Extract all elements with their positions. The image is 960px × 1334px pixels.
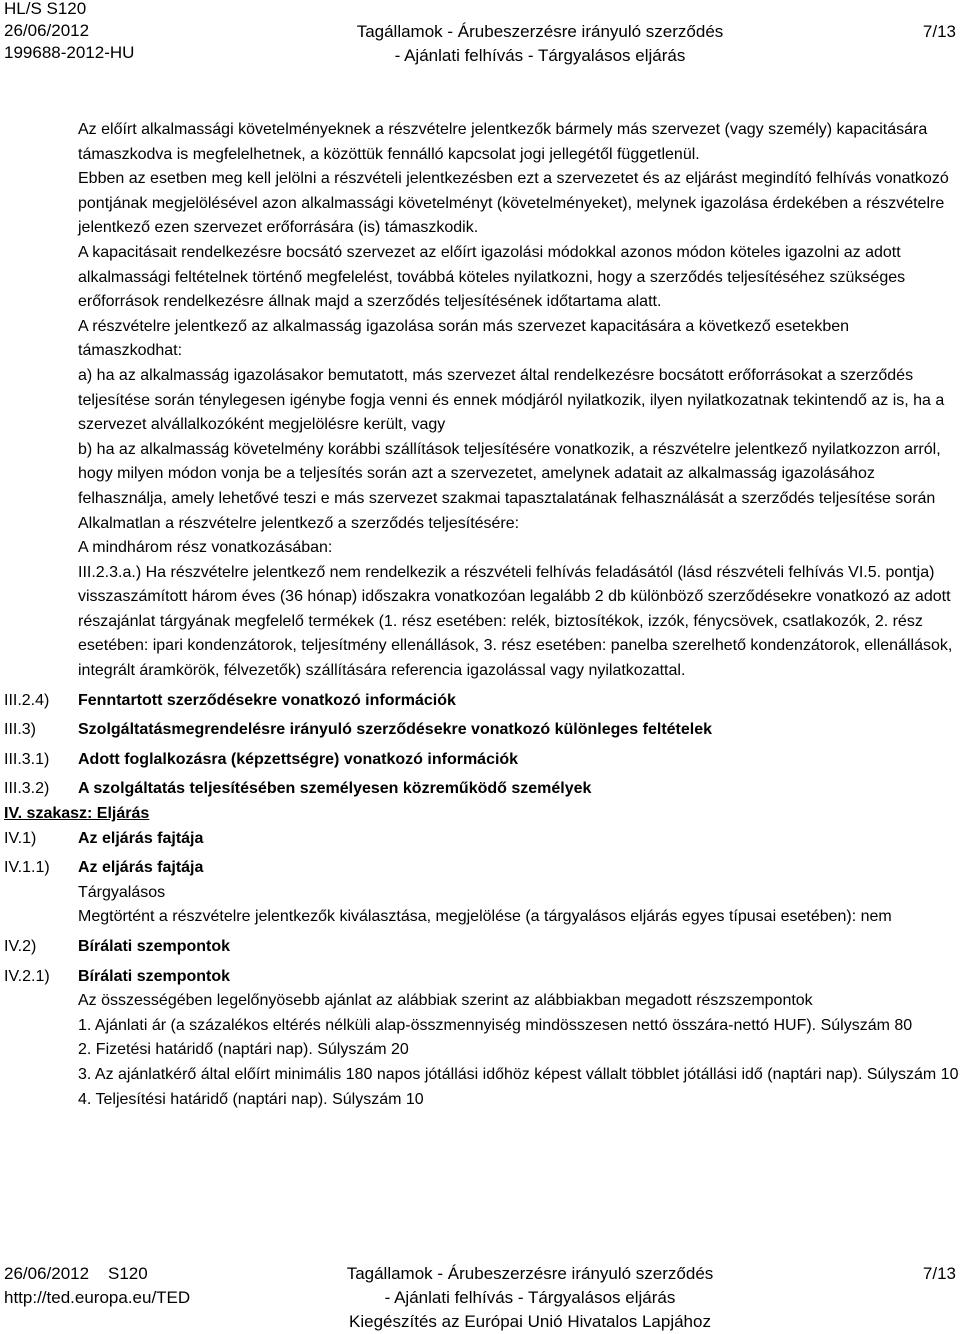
header-date: 26/06/2012: [4, 21, 90, 40]
header-title: [340, 20, 740, 68]
header-title-line1: Tagállamok - Árubeszerzésre irányuló szerződés: [356, 22, 724, 41]
header-page-number: 7/13: [922, 22, 956, 41]
page-header: [0, 0, 960, 68]
section-number: IV.1): [4, 829, 37, 847]
selection-note: Megtörtént a részvételre jelentkezők kiválasztása, megjelölése (a tárgyalásos eljárás egyes típusai esetében): nem: [78, 908, 892, 926]
paragraph: Alkalmatlan a részvételre jelentkező a szerződés teljesítésére:: [78, 514, 520, 532]
criteria-line: 3. Az ajánlatkérő által előírt minimális 180 napos jótállási időhöz képest vállalt többlet jótállási idő (naptári nap). Súlyszám 10: [78, 1065, 959, 1083]
criteria-line: 1. Ajánlati ár (a százalékos eltérés nélküli alap-összmennyiség mindösszesen nettó összára-nettó HUF). Súlyszám 80: [78, 1016, 913, 1034]
section-4-title: IV. szakasz: Eljárás: [4, 805, 150, 823]
section-item: [0, 748, 960, 773]
footer-date-issue: 26/06/2012 S120: [4, 1264, 148, 1283]
section-heading: Fenntartott szerződésekre vonatkozó információk: [78, 691, 456, 709]
section-number: III.2.4): [4, 691, 50, 709]
section-item: [0, 827, 960, 852]
section-number: IV.2): [4, 938, 37, 955]
section-heading: Az eljárás fajtája: [78, 829, 204, 847]
section-number: III.3): [4, 721, 37, 739]
paragraph: A részvételre jelentkező az alkalmasság igazolása során más szervezet kapacitására a következő esetekben támaszkodhat:: [78, 317, 850, 360]
section-number: III.3.2): [4, 780, 50, 798]
section-heading: Bírálati szempontok: [78, 967, 231, 985]
header-doc-id: 199688-2012-HU: [4, 43, 135, 62]
section-content: [78, 965, 960, 1113]
criteria-line: 2. Fizetési határidő (naptári nap). Súlyszám 20: [78, 1041, 409, 1059]
page-footer: [0, 1262, 960, 1334]
footer-page-number: 7/13: [922, 1264, 956, 1283]
section-number: III.3.1): [4, 750, 50, 768]
paragraph: b) ha az alkalmasság követelmény korábbi szállítások teljesítésére vonatkozik, a részvételre jelentkező nyilatkozzon arról, hogy milyen módon vonja be a teljesítés során azt a szervezetet, amelynek adatait az alkalmasság igazolásához felhasználja, amely lehetővé teszi e más szervezet szakmai tapasztalatának felhasználását a szerződés teljesítése során: [78, 440, 941, 507]
section-heading: Adott foglalkozásra (képzettségre) vonatkozó információk: [78, 750, 519, 768]
section-number: IV.2.1): [4, 967, 50, 985]
footer-title-line3: Kiegészítés az Európai Unió Hivatalos Lapjához: [349, 1312, 711, 1331]
paragraph: Az előírt alkalmassági követelményeknek a részvételre jelentkezők bármely más szervezet (vagy személy) kapacitására támaszkodva is megfelelhetnek, a közöttük fennálló kapcsolat jogi jellegétől függetlenül.: [78, 121, 928, 163]
section-item: [0, 777, 960, 802]
section-heading: Az eljárás fajtája: [78, 859, 204, 877]
footer-url[interactable]: http://ted.europa.eu/TED: [4, 1288, 191, 1307]
footer-identifiers: [4, 1262, 190, 1310]
section-item: [0, 856, 960, 930]
section-heading: Szolgáltatásmegrendelésre irányuló szerződésekre vonatkozó különleges feltételek: [78, 721, 713, 739]
paragraph: a) ha az alkalmasság igazolásakor bemutatott, más szervezet által rendelkezésre bocsátott erőforrásokat a szerződés teljesítése során ténylegesen igénybe fogja venni és ennek módjáról nyilatkozik, ilyen nyilatkozatnak tekintendő az is, ha a szervezet alvállalkozóként megjelölésre került, vagy: [78, 366, 945, 434]
header-ref: HL/S S120: [4, 0, 87, 18]
criteria-line: 4. Teljesítési határidő (naptári nap). Súlyszám 10: [78, 1090, 424, 1108]
paragraph: A kapacitásait rendelkezésre bocsátó szervezet az előírt igazolási módokkal azonos módon köteles igazolni az adott alkalmassági feltételnek történő megfelelést, továbbá köteles nyilatkozni, hogy a szerződés teljesítéséhez szükséges erőforrások rendelkezésre állnak majd a szerződés teljesítésének időtartama alatt.: [78, 243, 906, 311]
section-content: [78, 856, 960, 930]
paragraph: III.2.3.a.) Ha részvételre jelentkező nem rendelkezik a részvételi felhívás feladásától (lásd részvételi felhívás VI.5. pontja) visszaszámított három éves (36 hónap) időszakra vonatkozóan legalább 2 db különböző szerződésekre vonatkozó az adott részajánlat tárgyának megfelelő termékek (1. rész esetében: relék, biztosítékok, izzók, fénycsövek, csatlakozók, 2. rész esetében: ipari kondenzátorok, teljesítmény ellenállások, 3. rész esetében: panelba szerelhető kondenzátorok, ellenállások, integrált áramkörök, félvezetők) szállítására referencia igazolással vagy nyilatkozattal.: [78, 563, 953, 680]
document-body: [0, 118, 960, 1112]
section-heading: A szolgáltatás teljesítésében személyesen közreműködő személyek: [78, 780, 592, 798]
section-item: [0, 965, 960, 1113]
section-item: [0, 935, 960, 960]
header-identifiers: [4, 0, 134, 64]
header-title-line2: - Ajánlati felhívás - Tárgyalásos eljárás: [394, 46, 686, 65]
criteria-line: Az összességében legelőnyösebb ajánlat az alábbiak szerint az alábbiakban megadott részszempontok: [78, 992, 813, 1010]
section-item: [0, 689, 960, 714]
footer-title: [290, 1262, 770, 1334]
footer-title-line1: Tagállamok - Árubeszerzésre irányuló szerződés: [346, 1264, 714, 1283]
paragraph: Ebben az esetben meg kell jelölni a részvételi jelentkezésben ezt a szervezetet és az eljárást megindító felhívás vonatkozó pontjának megjelölésével azon alkalmassági követelményt (követelményeket), melynek igazolása érdekében a részvételre jelentkező ezen szervezet erőforrására (is) támaszkodik.: [78, 170, 949, 237]
section-heading: Bírálati szempontok: [78, 938, 231, 955]
paragraph: A mindhárom rész vonatkozásában:: [78, 539, 333, 557]
footer-title-line2: - Ajánlati felhívás - Tárgyalásos eljárás: [384, 1288, 676, 1307]
procedure-type-value: Tárgyalásos: [78, 883, 166, 901]
section-number: IV.1.1): [4, 859, 50, 877]
section-item: [0, 718, 960, 743]
